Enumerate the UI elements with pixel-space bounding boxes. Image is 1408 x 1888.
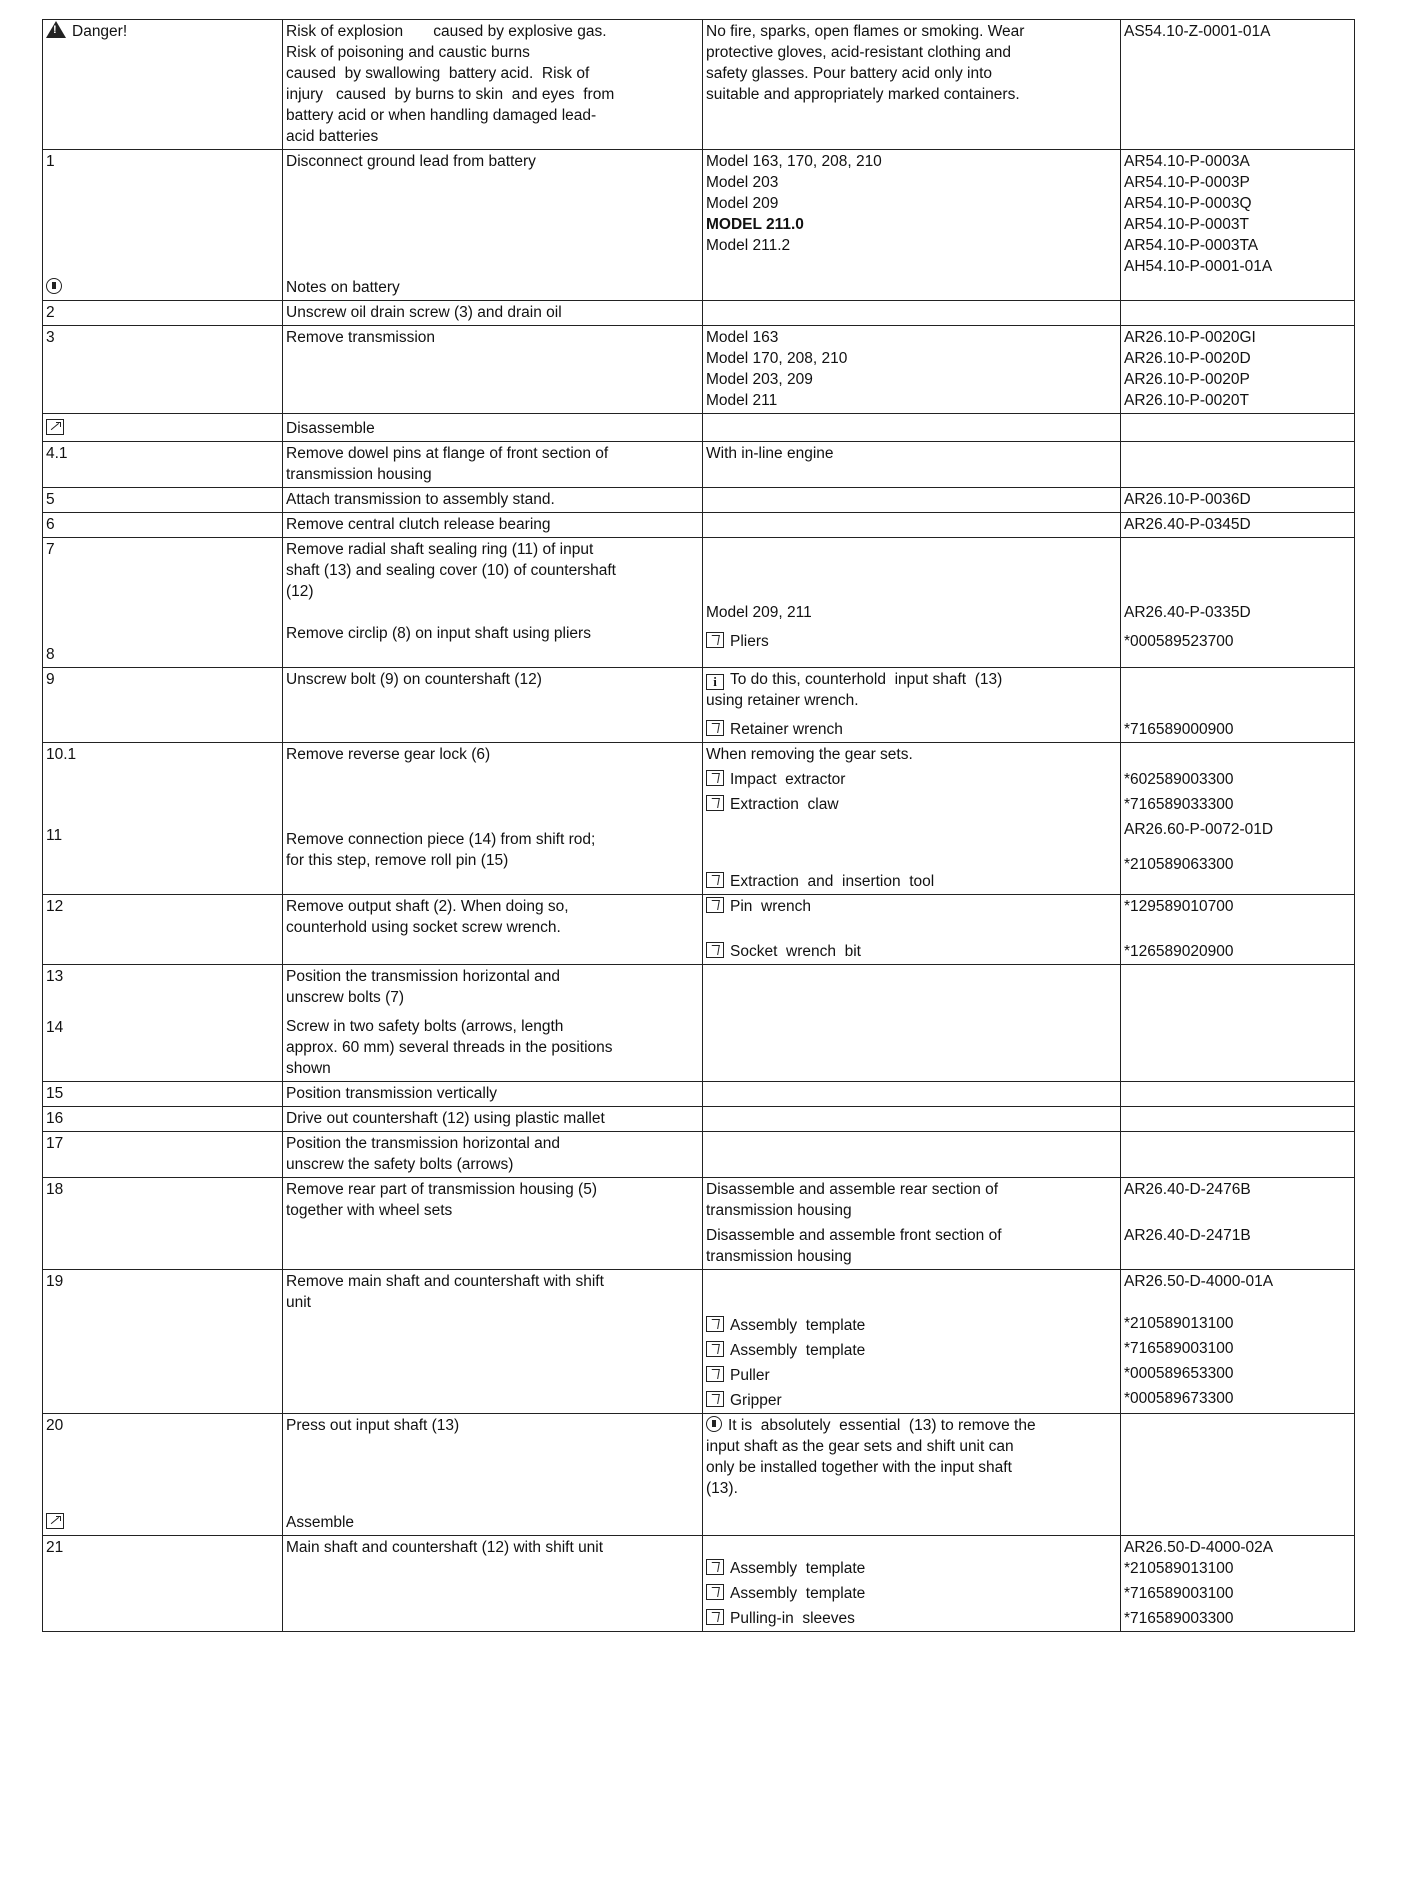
reference-code: AR54.10-P-0003A [1124, 153, 1250, 170]
tool-number: *716589000900 [1124, 721, 1234, 738]
reference-code: AR26.50-D-4000-01A [1124, 1273, 1274, 1290]
tool-number: *000589653300 [1124, 1365, 1234, 1382]
model-line: Model 211.2 [706, 237, 791, 254]
table-row [43, 965, 1355, 1082]
reference-code: AS54.10-Z-0001-01A [1124, 23, 1271, 40]
model-line: MODEL 211.0 [706, 216, 804, 233]
tool-number: *210589013100 [1124, 1560, 1234, 1577]
reference-code: AR54.10-P-0003P [1124, 174, 1250, 191]
reference-code: AR26.10-P-0020D [1124, 350, 1251, 367]
step-number: 4.1 [46, 445, 68, 462]
reference-code: AR26.40-P-0335D [1124, 604, 1251, 621]
tool-name: Pulling-in sleeves [730, 1610, 855, 1627]
step-text: (12) [286, 583, 314, 600]
step-text: Position the transmission horizontal and [286, 1135, 560, 1152]
step-number: 12 [46, 898, 64, 915]
tool-icon [706, 1609, 724, 1625]
reference-code: AH54.10-P-0001-01A [1124, 258, 1273, 275]
model-line: Model 170, 208, 210 [706, 350, 848, 367]
tool-number: *716589033300 [1124, 796, 1234, 813]
tool-icon [706, 872, 724, 888]
tool-name: Extraction claw [730, 796, 839, 813]
info-text: using retainer wrench. [706, 692, 859, 709]
hazard-text-line: caused by swallowing battery acid. Risk of [286, 65, 590, 82]
step-text: Screw in two safety bolts (arrows, length [286, 1018, 564, 1035]
note-text: (13). [706, 1480, 738, 1497]
tool-name: Socket wrench bit [730, 943, 861, 960]
note-text: only be installed together with the input shaft [706, 1459, 1012, 1476]
step-text: Position the transmission horizontal and [286, 968, 560, 985]
step-text: unit [286, 1294, 311, 1311]
tool-number: *716589003100 [1124, 1585, 1234, 1602]
tool-icon [706, 1341, 724, 1357]
procedure-table [42, 19, 1355, 1632]
section-heading: Assemble [286, 1514, 355, 1531]
tool-name: Assembly template [730, 1585, 866, 1602]
safety-note-line: safety glasses. Pour battery acid only into [706, 65, 993, 82]
step-text: Remove central clutch release bearing [286, 516, 551, 533]
step-text: Remove output shaft (2). When doing so, [286, 898, 569, 915]
hazard-text-line: battery acid or when handling damaged lead- [286, 107, 597, 124]
reference-code: AR26.40-D-2476B [1124, 1181, 1251, 1198]
table-row [43, 1082, 1355, 1107]
step-text: Unscrew oil drain screw (3) and drain oil [286, 304, 562, 321]
table-row [43, 1414, 1355, 1536]
step-number: 3 [46, 329, 55, 346]
hazard-text-line: Risk of explosion caused by explosive gas. [286, 23, 607, 40]
step-text: Disconnect ground lead from battery [286, 153, 536, 170]
tool-icon [706, 795, 724, 811]
note-icon [706, 1416, 722, 1432]
model-line: Model 209, 211 [706, 604, 812, 621]
tool-name: Extraction and insertion tool [730, 873, 935, 890]
step-number: 2 [46, 304, 55, 321]
danger-label: Danger! [72, 23, 128, 40]
table-row [43, 513, 1355, 538]
disassemble-icon [46, 419, 64, 435]
model-line: Model 203 [706, 174, 779, 191]
tool-icon [706, 1584, 724, 1600]
related-procedure: Disassemble and assemble rear section of [706, 1181, 999, 1198]
step-text: for this step, remove roll pin (15) [286, 852, 509, 869]
step-number: 13 [46, 968, 64, 985]
table-row [43, 1270, 1355, 1414]
condition-text: When removing the gear sets. [706, 746, 913, 763]
tool-number: *210589013100 [1124, 1315, 1234, 1332]
model-line: Model 209 [706, 195, 779, 212]
reference-code: AR26.10-P-0020GI [1124, 329, 1256, 346]
tool-icon [706, 770, 724, 786]
step-number: 5 [46, 491, 55, 508]
info-icon: i [706, 674, 724, 690]
info-text: To do this, counterhold input shaft (13) [730, 671, 1003, 688]
step-number: 21 [46, 1539, 64, 1556]
tool-icon [706, 720, 724, 736]
reference-code: AR26.40-D-2471B [1124, 1227, 1251, 1244]
tool-name: Gripper [730, 1392, 782, 1409]
step-number: 14 [46, 1019, 64, 1036]
note-text: It is absolutely essential (13) to remove the [728, 1417, 1036, 1434]
tool-icon [706, 1366, 724, 1382]
tool-icon [706, 942, 724, 958]
tool-number: *000589523700 [1124, 633, 1234, 650]
reference-code: AR26.10-P-0036D [1124, 491, 1251, 508]
step-text: approx. 60 mm) several threads in the positions [286, 1039, 613, 1056]
step-number: 11 [46, 827, 63, 844]
procedure-sheet [42, 19, 1354, 1632]
table-row [43, 414, 1355, 442]
tool-number: *000589673300 [1124, 1390, 1234, 1407]
reference-code: AR54.10-P-0003TA [1124, 237, 1259, 254]
reference-code: AR26.10-P-0020T [1124, 392, 1249, 409]
step-text: Press out input shaft (13) [286, 1417, 460, 1434]
reference-code: AR54.10-P-0003Q [1124, 195, 1252, 212]
step-text: Remove connection piece (14) from shift rod; [286, 831, 596, 848]
step-text: Remove transmission [286, 329, 436, 346]
step-text: Notes on battery [286, 279, 400, 296]
related-procedure: transmission housing [706, 1248, 852, 1265]
tool-number: *716589003100 [1124, 1340, 1234, 1357]
tool-number: *126589020900 [1124, 943, 1234, 960]
step-number: 20 [46, 1417, 64, 1434]
tool-name: Pin wrench [730, 898, 811, 915]
hazard-text-line: acid batteries [286, 128, 379, 145]
safety-note-line: protective gloves, acid-resistant clothing and [706, 44, 1011, 61]
warning-triangle-icon [46, 21, 66, 38]
step-text: Remove circlip (8) on input shaft using pliers [286, 625, 591, 642]
related-procedure: transmission housing [706, 1202, 852, 1219]
model-line: Model 163 [706, 329, 779, 346]
table-row [43, 301, 1355, 326]
table-row [43, 1536, 1355, 1632]
tool-name: Puller [730, 1367, 770, 1384]
tool-number: *602589003300 [1124, 771, 1234, 788]
step-text: unscrew bolts (7) [286, 989, 405, 1006]
step-number: 8 [46, 646, 55, 663]
step-text: shown [286, 1060, 331, 1077]
step-text: transmission housing [286, 466, 432, 483]
step-number: 6 [46, 516, 55, 533]
step-number: 17 [46, 1135, 64, 1152]
table-row [43, 668, 1355, 743]
step-text: counterhold using socket screw wrench. [286, 919, 561, 936]
table-row [43, 895, 1355, 965]
table-row [43, 442, 1355, 488]
related-procedure: Disassemble and assemble front section of [706, 1227, 1002, 1244]
table-row [43, 743, 1355, 895]
step-text: shaft (13) and sealing cover (10) of countershaft [286, 562, 616, 579]
reference-code: AR26.40-P-0345D [1124, 516, 1251, 533]
tool-number: *129589010700 [1124, 898, 1234, 915]
table-row [43, 20, 1355, 150]
safety-note-line: suitable and appropriately marked containers. [706, 86, 1020, 103]
table-row [43, 488, 1355, 513]
step-number: 7 [46, 541, 55, 558]
tool-number: *716589003300 [1124, 1610, 1234, 1627]
step-text: Remove rear part of transmission housing (5) [286, 1181, 597, 1198]
tool-number: *210589063300 [1124, 856, 1234, 873]
table-row [43, 538, 1355, 668]
tool-icon [706, 632, 724, 648]
tool-icon [706, 1559, 724, 1575]
note-text: input shaft as the gear sets and shift unit can [706, 1438, 1014, 1455]
tool-name: Assembly template [730, 1342, 866, 1359]
tool-name: Impact extractor [730, 771, 846, 788]
step-text: together with wheel sets [286, 1202, 453, 1219]
reference-code: AR54.10-P-0003T [1124, 216, 1249, 233]
section-heading: Disassemble [286, 420, 375, 437]
step-text: Position transmission vertically [286, 1085, 498, 1102]
tool-icon [706, 1391, 724, 1407]
tool-name: Retainer wrench [730, 721, 843, 738]
safety-note-line: No fire, sparks, open flames or smoking. Wear [706, 23, 1025, 40]
hazard-text-line: Risk of poisoning and caustic burns [286, 44, 530, 61]
step-text: Unscrew bolt (9) on countershaft (12) [286, 671, 542, 688]
tool-name: Assembly template [730, 1560, 866, 1577]
table-row [43, 326, 1355, 414]
step-number: 16 [46, 1110, 64, 1127]
step-text: Drive out countershaft (12) using plastic mallet [286, 1110, 605, 1127]
tool-icon [706, 897, 724, 913]
reference-code: AR26.60-P-0072-01D [1124, 821, 1274, 838]
tool-name: Pliers [730, 633, 769, 650]
table-row [43, 1107, 1355, 1132]
step-number: 9 [46, 671, 55, 688]
model-line: Model 203, 209 [706, 371, 813, 388]
hazard-text-line: injury caused by burns to skin and eyes from [286, 86, 615, 103]
step-number: 18 [46, 1181, 64, 1198]
step-number: 15 [46, 1085, 64, 1102]
table-row [43, 1178, 1355, 1270]
step-text: Remove reverse gear lock (6) [286, 746, 491, 763]
note-icon [46, 278, 62, 294]
model-line: Model 211 [706, 392, 778, 409]
step-text: Remove radial shaft sealing ring (11) of input [286, 541, 594, 558]
reference-code: AR26.50-D-4000-02A [1124, 1539, 1274, 1556]
step-text: Main shaft and countershaft (12) with shift unit [286, 1539, 604, 1556]
step-text: Attach transmission to assembly stand. [286, 491, 555, 508]
step-number: 10.1 [46, 746, 77, 763]
tool-name: Assembly template [730, 1317, 866, 1334]
step-number: 1 [46, 153, 55, 170]
assemble-icon [46, 1513, 64, 1529]
step-text: Remove dowel pins at flange of front section of [286, 445, 609, 462]
table-row [43, 150, 1355, 301]
step-text: Remove main shaft and countershaft with shift [286, 1273, 604, 1290]
step-text: unscrew the safety bolts (arrows) [286, 1156, 514, 1173]
step-number: 19 [46, 1273, 64, 1290]
table-row [43, 1132, 1355, 1178]
condition-text: With in-line engine [706, 445, 834, 462]
reference-code: AR26.10-P-0020P [1124, 371, 1250, 388]
tool-icon [706, 1316, 724, 1332]
model-line: Model 163, 170, 208, 210 [706, 153, 882, 170]
